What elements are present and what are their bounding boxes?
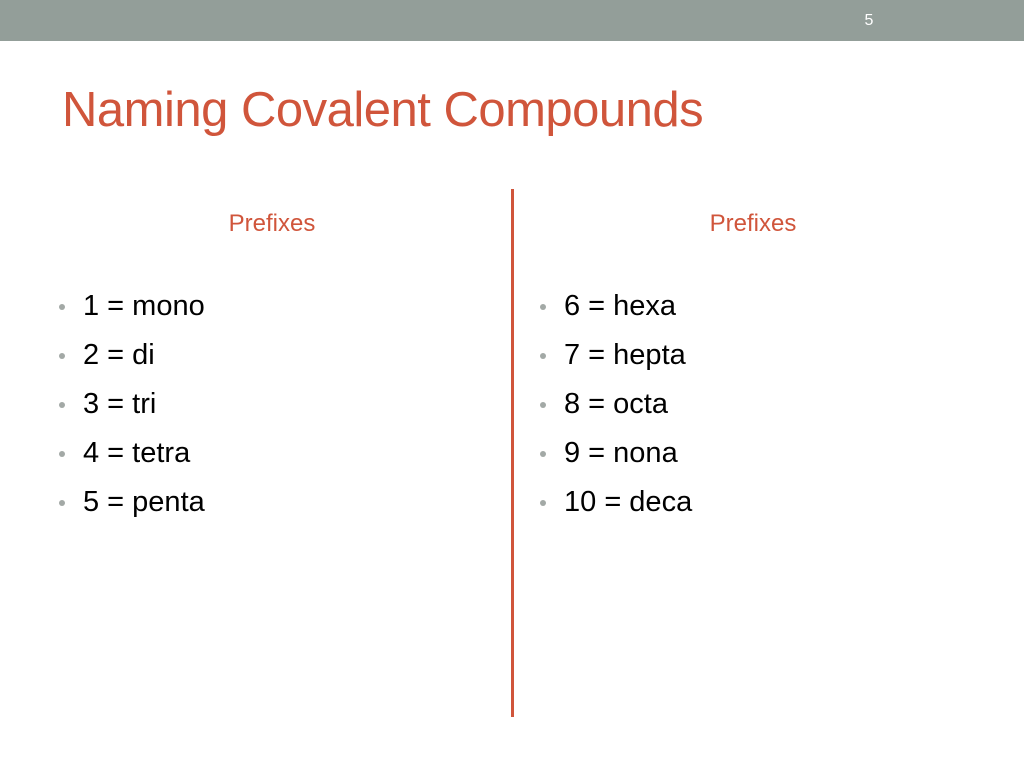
bullet-icon	[59, 304, 65, 310]
list-item	[533, 478, 973, 527]
list-item-text: 8 = octa	[564, 388, 668, 420]
list-item	[52, 282, 492, 331]
list-item-text: 6 = hexa	[564, 290, 677, 322]
list-item-text: 1 = mono	[83, 290, 205, 322]
right-column	[533, 206, 973, 527]
slide-title: Naming Covalent Compounds	[62, 83, 704, 137]
list-item	[52, 429, 492, 478]
right-column-heading: Prefixes	[709, 210, 797, 237]
list-item-text: 7 = hepta	[564, 339, 686, 371]
bullet-icon	[59, 353, 65, 359]
bullet-icon	[59, 451, 65, 457]
slide-number: 5	[864, 12, 874, 29]
list-item-text: 3 = tri	[83, 388, 157, 420]
list-item	[533, 380, 973, 429]
bullet-icon	[540, 402, 546, 408]
list-item	[533, 282, 973, 331]
column-divider	[511, 189, 514, 717]
top-bar	[0, 0, 1024, 41]
list-item-text: 4 = tetra	[83, 437, 191, 469]
left-column-heading: Prefixes	[228, 210, 316, 237]
list-item	[52, 380, 492, 429]
bullet-icon	[540, 451, 546, 457]
bullet-icon	[540, 353, 546, 359]
list-item	[533, 331, 973, 380]
right-bullet-list	[533, 282, 973, 527]
list-item-text: 5 = penta	[83, 486, 205, 518]
bullet-icon	[540, 500, 546, 506]
list-item-text: 10 = deca	[564, 486, 693, 518]
list-item	[533, 429, 973, 478]
list-item-text: 2 = di	[83, 339, 155, 371]
bullet-icon	[540, 304, 546, 310]
bullet-icon	[59, 500, 65, 506]
bullet-icon	[59, 402, 65, 408]
list-item	[52, 331, 492, 380]
left-column	[52, 206, 492, 527]
left-bullet-list	[52, 282, 492, 527]
list-item-text: 9 = nona	[564, 437, 678, 469]
list-item	[52, 478, 492, 527]
